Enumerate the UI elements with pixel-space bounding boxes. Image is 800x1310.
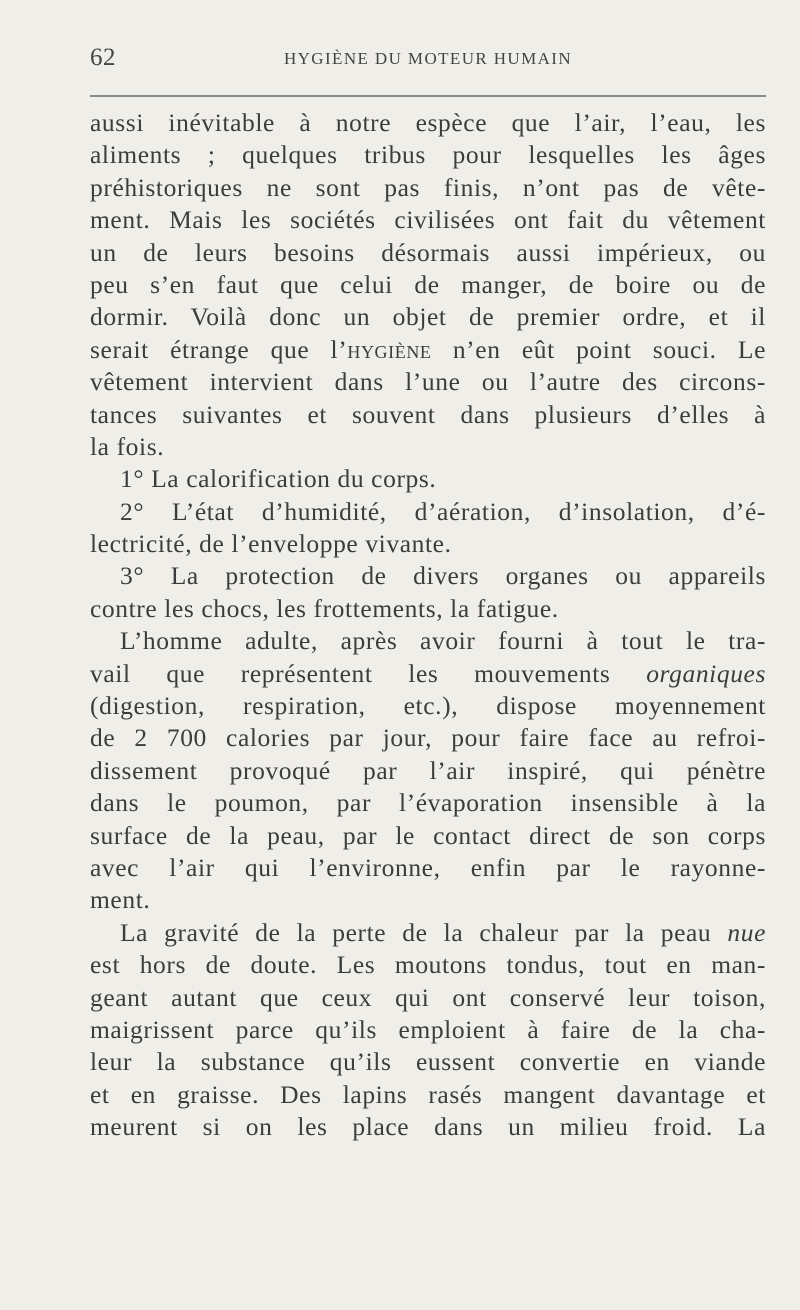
text-line: geant autant que ceux qui ont conservé leur toison, [90, 982, 766, 1012]
text-line: contre les chocs, les frottements, la fatigue. [90, 593, 559, 623]
small-caps-word: hygiène [347, 334, 432, 364]
text-line: la fois. [90, 431, 165, 461]
text-line: dormir. Voilà donc un objet de premier ordre, et il [90, 302, 766, 332]
text-line: ment. [90, 885, 151, 915]
page-header [90, 44, 766, 74]
text-line: vêtement intervient dans l’une ou l’autre des circons- [90, 367, 766, 397]
text-line: dans le poumon, par l’évaporation insensible à la [90, 788, 766, 818]
header-rule [90, 95, 766, 97]
text-line: tances suivantes et souvent dans plusieurs d’elles à [90, 399, 766, 429]
text-line: peu s’en faut que celui de manger, de boire ou de [90, 269, 766, 299]
text-fragment: vail que représentent les mouvements [90, 658, 647, 688]
body-text [90, 107, 766, 1144]
text-line [90, 334, 766, 366]
text-fragment: n’en eût point souci. Le [431, 334, 766, 364]
page-number: 62 [90, 44, 116, 71]
text-line: ment. Mais les sociétés civilisées ont fait du vêtement [90, 205, 766, 235]
text-line: aussi inévitable à notre espèce que l’air, l’eau, les [90, 108, 766, 137]
paragraph-start [90, 917, 766, 949]
text-line: avec l’air qui l’environne, enfin par le rayonne- [90, 852, 766, 882]
text-line: de 2 700 calories par jour, pour faire face au refroi- [90, 723, 766, 753]
text-line: lectricité, de l’enveloppe vivante. [90, 529, 452, 559]
italic-word: organiques [646, 658, 766, 688]
running-title: HYGIÈNE DU MOTEUR HUMAIN [283, 49, 573, 68]
text-line: surface de la peau, par le contact direct de son corps [90, 820, 766, 850]
text-line [90, 658, 766, 690]
text-line: dissement provoqué par l’air inspiré, qui pénètre [90, 755, 766, 785]
paragraph-start: L’homme adulte, après avoir fourni à tout le tra- [120, 626, 766, 656]
text-line: aliments ; quelques tribus pour lesquelles les âges [90, 140, 766, 170]
list-item: 3° La protection de divers organes ou appareils [120, 561, 766, 591]
list-item: 2° L’état d’humidité, d’aération, d’insolation, d’é- [120, 496, 766, 526]
text-line: maigrissent parce qu’ils emploient à faire de la cha- [90, 1014, 766, 1044]
text-line: meurent si on les place dans un milieu froid. La [90, 1112, 766, 1142]
text-fragment: serait étrange que l’ [90, 334, 348, 364]
text-line: est hors de doute. Les moutons tondus, tout en man- [90, 950, 766, 980]
text-line: préhistoriques ne sont pas finis, n’ont pas de vête- [90, 172, 766, 202]
list-item: 1° La calorification du corps. [120, 464, 437, 494]
text-line: un de leurs besoins désormais aussi impérieux, ou [90, 237, 766, 267]
text-fragment: La gravité de la perte de la chaleur par la peau [120, 917, 728, 947]
text-line: (digestion, respiration, etc.), dispose moyennement [90, 691, 766, 721]
text-line: et en graisse. Des lapins rasés mangent davantage et [90, 1079, 766, 1109]
text-line: leur la substance qu’ils eussent convertie en viande [90, 1047, 766, 1077]
italic-word: nue [727, 917, 766, 947]
